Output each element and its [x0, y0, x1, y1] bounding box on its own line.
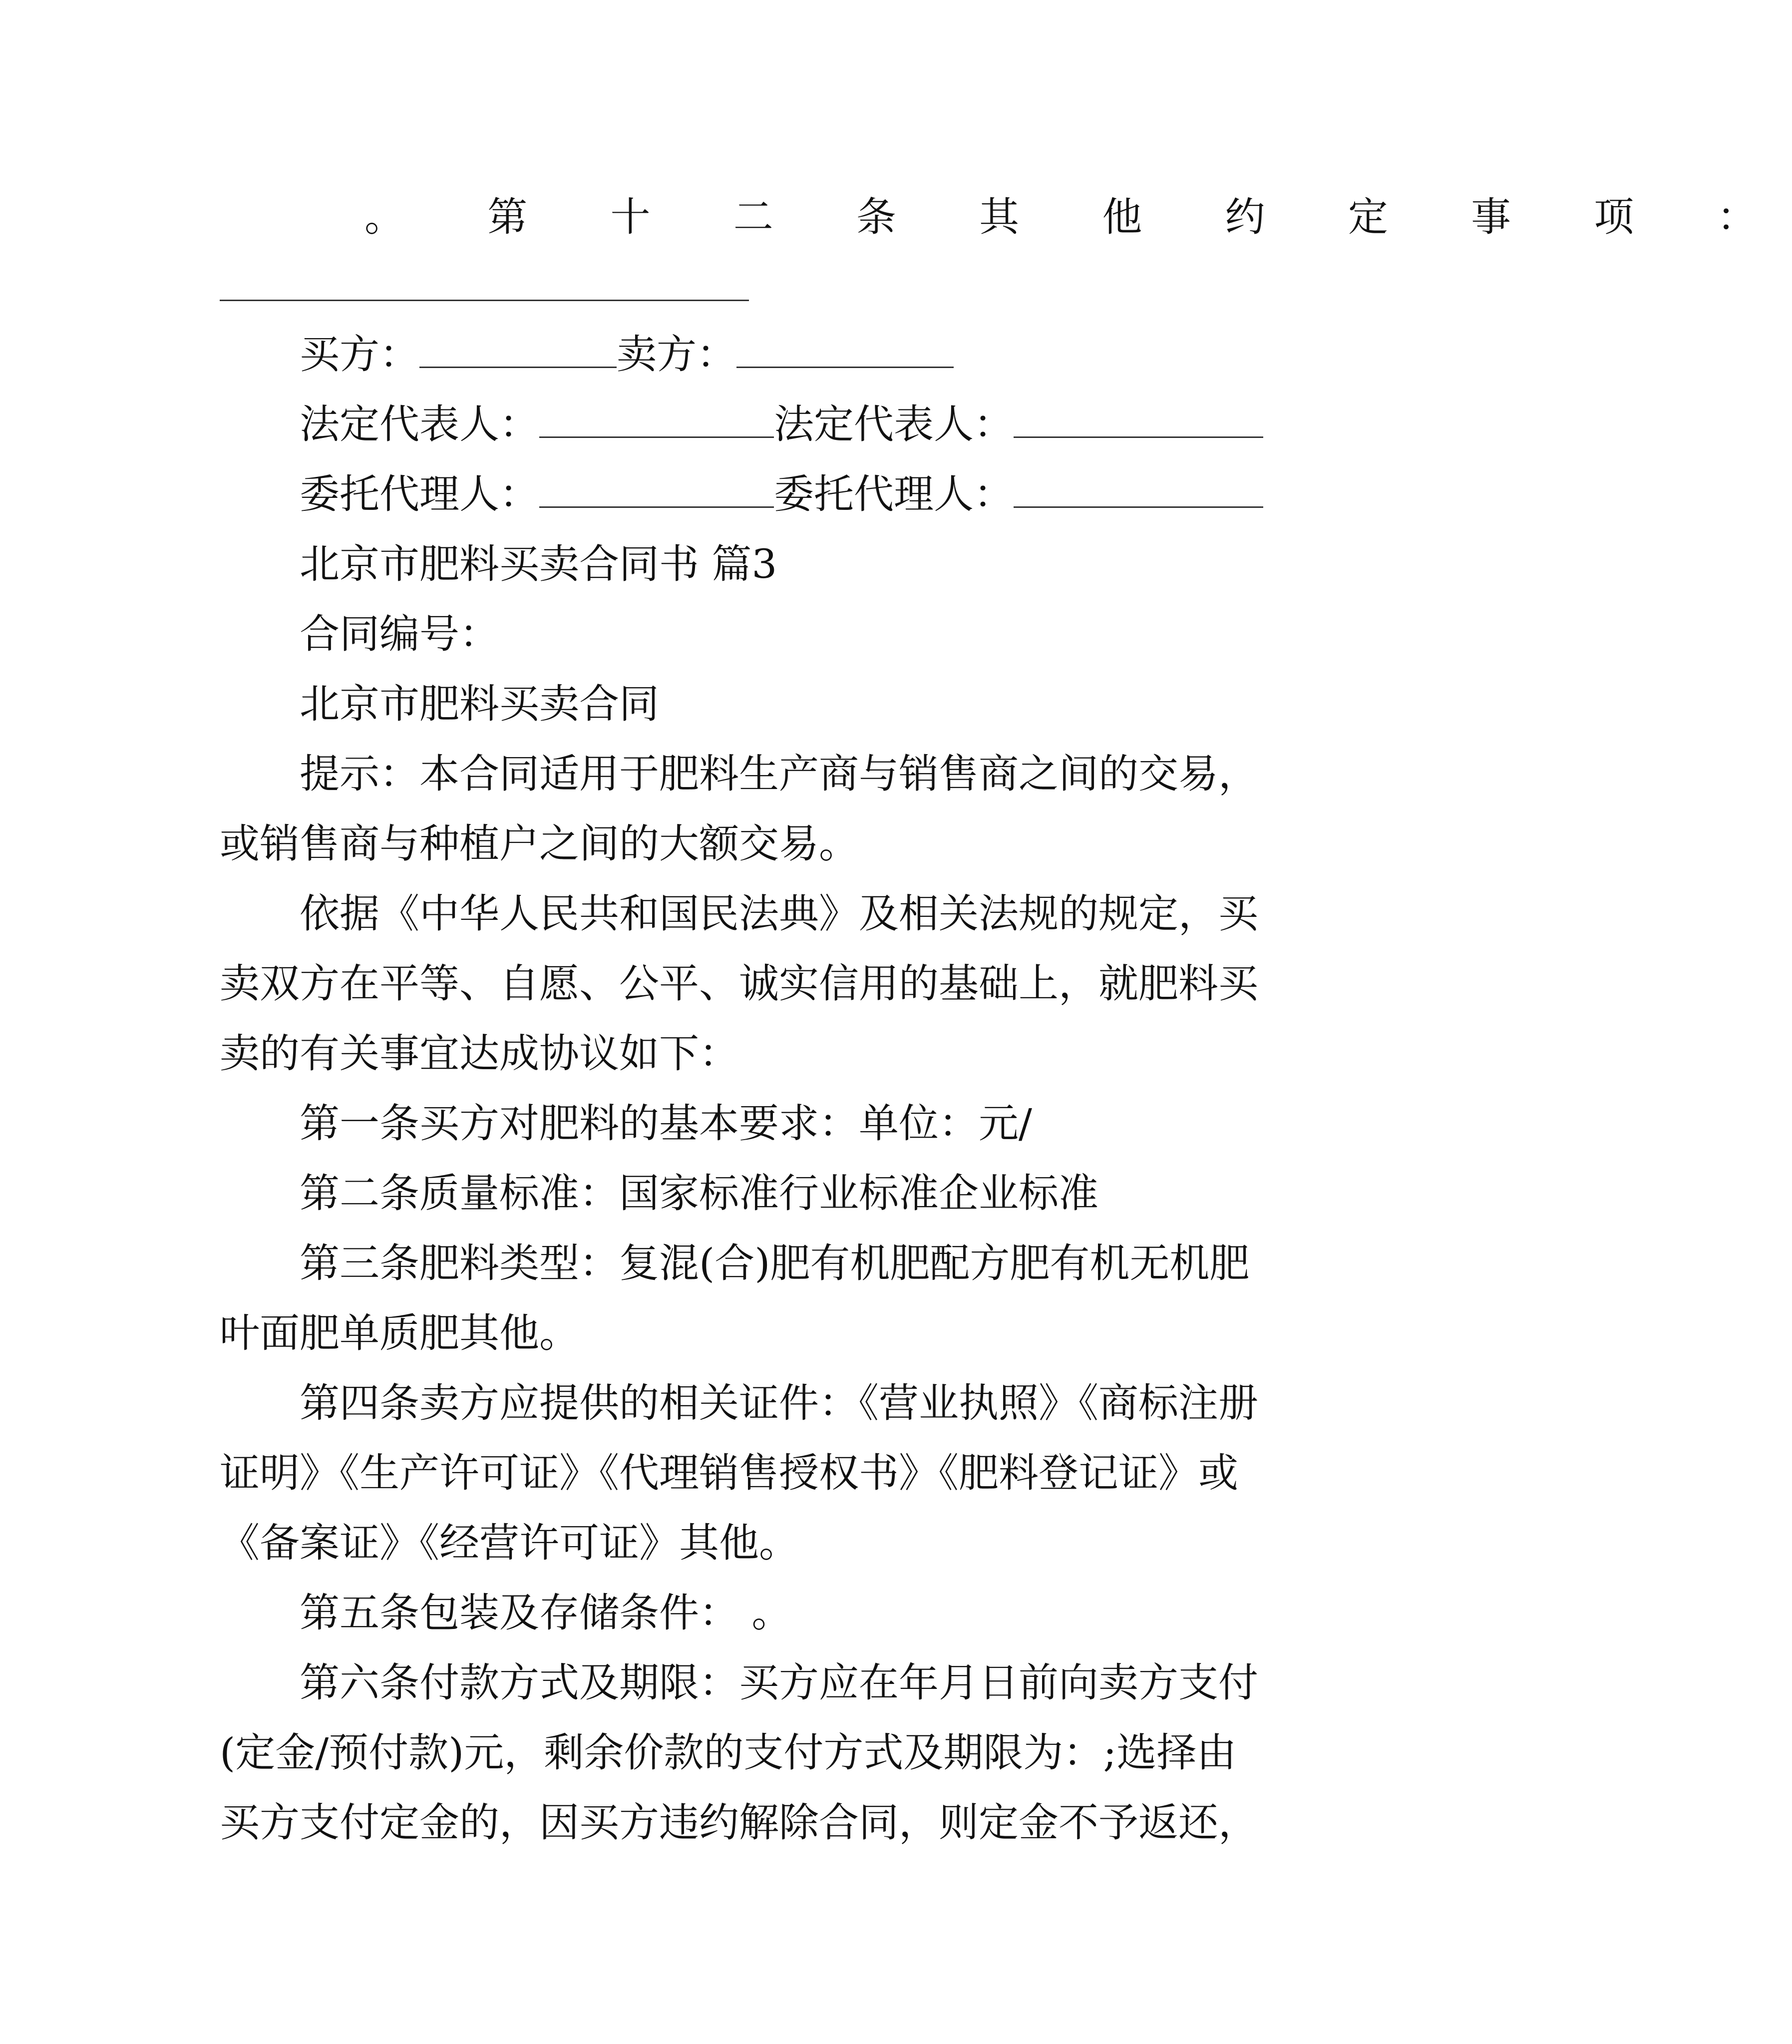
agent-blank-left	[539, 471, 774, 508]
tip-line-2: 或销售商与种植户之间的大额交易。	[220, 820, 859, 867]
article-twelve-heading: 。 第 十 二 条 其 他 约 定 事 项 ：	[364, 194, 1792, 240]
basis-line-1: 依据《中华人民共和国民法典》及相关法规的规定，买	[300, 890, 1258, 937]
article-6-line-3: 买方支付定金的，因买方违约解除合同，则定金不予返还，	[220, 1799, 1258, 1846]
article-6-line-2: (定金/预付款)元，剩余价款的支付方式及期限为：;选择由	[220, 1729, 1237, 1776]
legal-rep-label-left: 法定代表人：	[300, 401, 539, 447]
article-4-line-3: 《备案证》《经营许可证》其他。	[220, 1520, 799, 1566]
legal-rep-blank-right	[1014, 402, 1263, 438]
legal-rep-row	[300, 390, 1263, 459]
seller-blank	[736, 332, 954, 368]
agent-label-right: 委托代理人：	[774, 471, 1014, 517]
article-1: 第一条买方对肥料的基本要求：单位：元/	[300, 1100, 1032, 1147]
article-6-line-1: 第六条付款方式及期限：买方应在年月日前向卖方支付	[300, 1659, 1258, 1706]
buyer-row	[300, 320, 954, 390]
section-title: 北京市肥料买卖合同书 篇3	[300, 541, 777, 587]
agent-label-left: 委托代理人：	[300, 471, 539, 517]
tip-line-1: 提示：本合同适用于肥料生产商与销售商之间的交易，	[300, 751, 1258, 797]
basis-line-3: 卖的有关事宜达成协议如下：	[220, 1030, 739, 1077]
article-3-line-2: 叶面肥单质肥其他。	[220, 1310, 579, 1356]
agent-row	[300, 459, 1263, 529]
legal-rep-blank-left	[539, 402, 774, 438]
basis-line-2: 卖双方在平等、自愿、公平、诚实信用的基础上，就肥料买	[220, 960, 1258, 1007]
article-3-line-1: 第三条肥料类型：复混(合)肥有机肥配方肥有机无机肥	[300, 1240, 1250, 1286]
buyer-blank	[419, 332, 617, 368]
article-4-line-1: 第四条卖方应提供的相关证件：《营业执照》《商标注册	[300, 1380, 1258, 1426]
article-5: 第五条包装及存储条件： 。	[300, 1590, 792, 1636]
contract-number-label: 合同编号：	[300, 611, 499, 657]
legal-rep-label-right: 法定代表人：	[774, 401, 1014, 447]
article-4-line-2: 证明》《生产许可证》《代理销售授权书》《肥料登记证》或	[220, 1450, 1238, 1496]
agent-blank-right	[1014, 471, 1263, 508]
blank-rule	[220, 300, 749, 301]
contract-title: 北京市肥料买卖合同	[300, 681, 659, 727]
buyer-label: 买方：	[300, 331, 419, 378]
seller-label: 卖方：	[617, 331, 736, 378]
article-2: 第二条质量标准：国家标准行业标准企业标准	[300, 1170, 1098, 1217]
